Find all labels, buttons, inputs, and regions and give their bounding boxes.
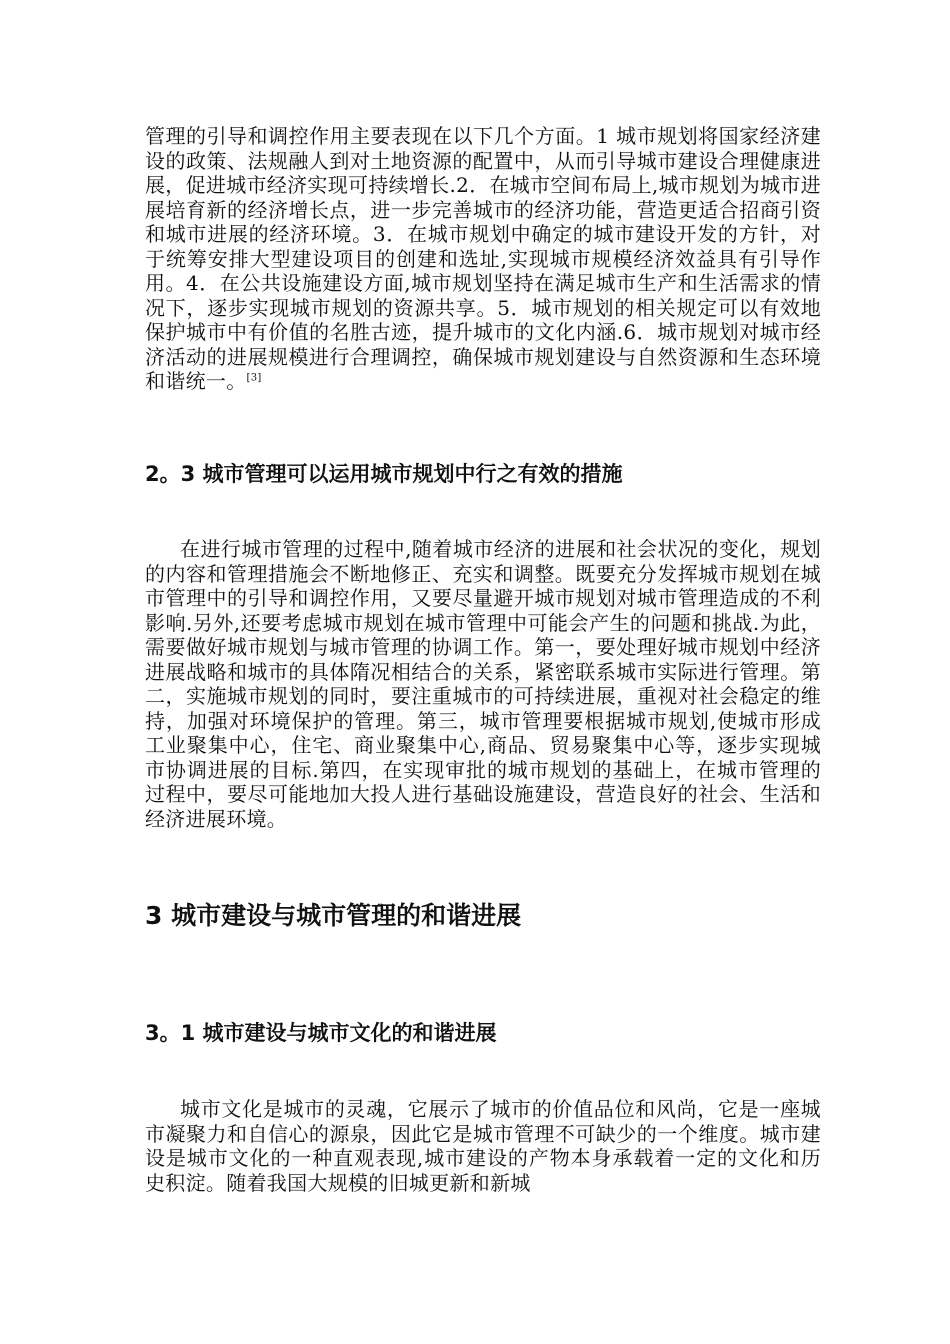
chapter-heading-3: 3 城市建设与城市管理的和谐进展 bbox=[145, 901, 522, 930]
section-heading-2-3: 2。3 城市管理可以运用城市规划中行之有效的措施 bbox=[145, 462, 623, 486]
paragraph-management-measures: 在进行城市管理的过程中,随着城市经济的进展和社会状况的变化，规划的内容和管理措施会不断地修正、充实和调整。既要充分发挥城市规划在城市管理中的引导和调控作用，又要尽量避开城市规划对城市管理造成的不利影响.另外,还要考虑城市规划在城市管理中可能会产生的问题和挑战.为此，需要做好城市规划与城市管理的协调工作。第一，要处理好城市规划中经济进展战略和城市的具体隋况相结合的关系，紧密联系城市实际进行管理。第二，实施城市规划的同时，要注重城市的可持续进展，重视对社会稳定的维持，加强对环境保护的管理。第三，城市管理要根据城市规划,使城市形成工业聚集中心，住宅、商业聚集中心,商品、贸易聚集中心等，逐步实现城市协调进展的目标.第四，在实现审批的城市规划的基础上，在城市管理的过程中，要尽可能地加大投人进行基础设施建设，营造良好的社会、生活和经济进展环境。 bbox=[145, 537, 821, 831]
paragraph-urban-planning-roles bbox=[145, 124, 821, 394]
paragraph-urban-culture: 城市文化是城市的灵魂，它展示了城市的价值品位和风尚，它是一座城市凝聚力和自信心的源泉，因此它是城市管理不可缺少的一个维度。城市建设是城市文化的一种直观表现,城市建设的产物本身承载着一定的文化和历史积淀。随着我国大规模的旧城更新和新城 bbox=[145, 1097, 821, 1195]
paragraph-text: 管理的引导和调控作用主要表现在以下几个方面。1 城市规划将国家经济建设的政策、法规融人到对土地资源的配置中，从而引导城市建设合理健康进展，促进城市经济实现可持续增长.2．在城市空间布局上,城市规划为城市进展培育新的经济增长点，进一步完善城市的经济功能，营造更适合招商引资和城市进展的经济环境。3．在城市规划中确定的城市建设开发的方针，对于统筹安排大型建设项目的创建和选址,实现城市规模经济效益具有引导作用。4．在公共设施建设方面,城市规划坚持在满足城市生产和生活需求的情况下，逐步实现城市规划的资源共享。5．城市规划的相关规定可以有效地保护城市中有价值的名胜古迹，提升城市的文化内涵.6．城市规划对城市经济活动的进展规模进行合理调控，确保城市规划建设与自然资源和生态环境和谐统一。 bbox=[145, 124, 821, 393]
section-heading-3-1: 3。1 城市建设与城市文化的和谐进展 bbox=[145, 1021, 497, 1045]
citation-reference: [3] bbox=[246, 372, 262, 384]
